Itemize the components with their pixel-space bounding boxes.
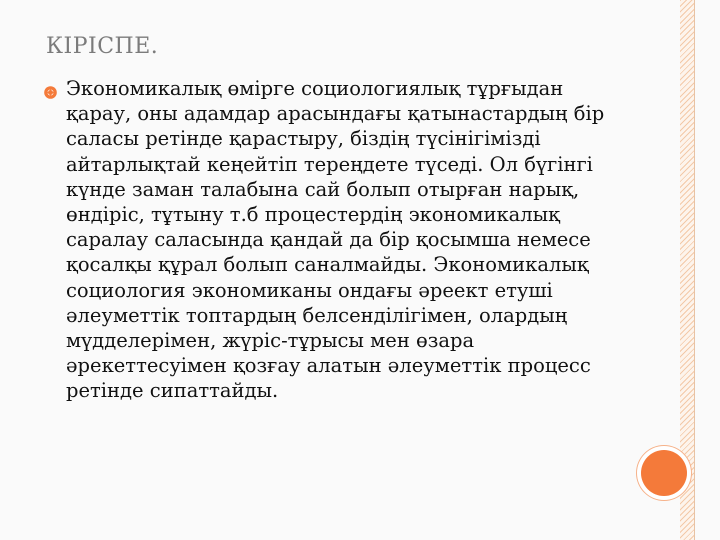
bullet-text: Экономикалық өмірге социологиялық тұрғыдан қарау, оны адамдар арасындағы қатынастардың бір саласы ретінде қарастыру, біздің түсінігімізді айтарлықтай кеңейтіп тереңдете түседі. Ол бүгінгі күнде заман талабына сай болып отырған нарық, өндіріс, тұтыну т.б процестердің экономикалық саралау саласында қандай да бір қосымша немесе қосалқы құрал болып саналмайды. Экономикалық социология экономиканы ондағы әреект етуші әлеуметтік топтардың белсенділігімен, олардың мүдделерімен, жүріс-тұрысы мен өзара әрекеттесуімен қозғау алатын әлеуметтік процесс ретінде сипаттайды. xyxy=(66,77,605,403)
orange-circle-icon xyxy=(641,450,687,496)
slide-title: КІРІСПЕ. xyxy=(46,34,159,59)
stripe-border xyxy=(694,0,695,540)
diamond-bullet-icon xyxy=(44,86,57,99)
